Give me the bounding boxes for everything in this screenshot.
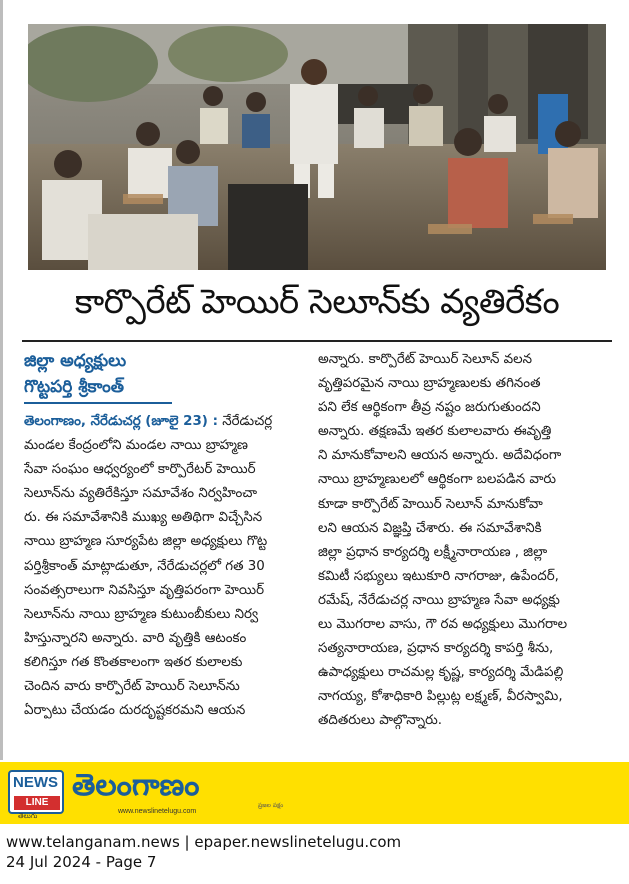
article-line: ఉపాధ్యక్షులు రాచమల్ల కృష్ణ, కార్యదర్శి మేడిపల్లి: [318, 665, 564, 681]
article-line: మండల కేంద్రంలోని మండల నాయి బ్రాహ్మణ: [24, 438, 248, 454]
telanganam-site: www.newslinetelugu.com: [118, 808, 197, 815]
footer-urls[interactable]: www.telanganam.news | epaper.newslinetelugu.com: [6, 833, 402, 851]
byline-title: జిల్లా అధ్యక్షులు: [24, 351, 127, 371]
newsline-logo-sub: తెలుగు: [18, 812, 38, 820]
article-line: నాయి బ్రాహ్మణ సూర్యపేట జిల్లా అధ్యక్షులు గొట్ట: [24, 534, 268, 550]
article-column-right: [318, 348, 608, 734]
article-line: తదితరులు పాల్గొన్నారు.: [318, 713, 442, 729]
article-line: నాయి బ్రాహ్మణులలో ఆర్థికంగా బలపడిన వారు: [318, 472, 557, 488]
footer: [6, 832, 401, 872]
article-line: లని ఆయన విజ్ఞప్తి చేశారు. ఈ సమావేశానికి: [318, 520, 542, 536]
article-line: కమిటీ సభ్యులు ఇటుకూరి నాగరాజు, ఉపేందర్,: [318, 568, 559, 584]
telanganam-tagline: ప్రజల పక్షం: [258, 802, 284, 809]
article-line-text: నేరేడుచర్ల: [217, 414, 273, 429]
newsline-logo-box: [8, 770, 64, 814]
article-line: [24, 410, 302, 434]
article-line: సెలూన్‌ను వ్యతిరేకిస్తూ సమావేశం నిర్వహించా: [24, 486, 258, 502]
newsline-logo: [8, 770, 66, 816]
article-line: రు. ఈ సమావేశానికి ముఖ్య అతిథిగా విచ్చేసిన: [24, 510, 263, 526]
article-line: అన్నారు. తక్షణమే ఇతర కులాలవారు ఈవృత్తి: [318, 424, 552, 440]
article-line: జిల్లా ప్రధాన కార్యదర్శి లక్ష్మీనారాయణ , జిల్లా: [318, 544, 548, 560]
article-line: సత్యనారాయణ, ప్రధాన కార్యదర్శి కాపర్తి శీను,: [318, 641, 554, 657]
meeting-photo-illustration: [28, 24, 606, 270]
article-line: చెందిన వారు కార్పొరేట్ హెయిర్ సెలూన్‌ను: [24, 679, 240, 695]
byline-name: గొట్టపర్తి శ్రీకాంత్: [24, 377, 124, 397]
dateline: తెలంగాణం, నేరేడుచర్ల (జూలై 23) :: [24, 414, 218, 429]
article-line: ఏర్పాటు చేయడం దురదృష్టకరమని ఆయన: [24, 703, 246, 719]
telanganam-logo: [72, 768, 284, 818]
article-line: సేవా సంఘం ఆధ్వర్యంలో కార్పొరేటర్ హెయిర్: [24, 462, 256, 478]
article-line: కలిగిస్తూ గత కొంతకాలంగా ఇతర కులాలకు: [24, 654, 243, 670]
clipping-edge: [0, 0, 3, 760]
article-line: సంవత్సరాలుగా నివసిస్తూ వృత్తిపరంగా హెయిర్: [24, 582, 265, 598]
headline-divider: [22, 340, 612, 342]
article-line: పర్తిశ్రీకాంత్ మాట్లాడుతూ, నేరేడుచర్లలో గత 30: [24, 558, 265, 574]
telanganam-wordmark: తెలంగాణం: [72, 768, 200, 803]
footer-date-page: 24 Jul 2024 - Page 7: [6, 853, 157, 871]
article-line: లు మొగరాల వాసు, గౌ రవ అధ్యక్షులు మొగరాల: [318, 617, 568, 633]
article-line: వృత్తిపరమైన నాయి బ్రాహ్మణులకు తగినంత: [318, 376, 541, 392]
newsline-logo-line: LINE: [14, 796, 60, 810]
article-line: హిస్తున్నారని అన్నారు. వారి వృత్తికి ఆటంకం: [24, 630, 247, 646]
article-line: అన్నారు. కార్పొరేట్ హెయిర్ సెలూన్ వలన: [318, 352, 533, 367]
article-line: సెలూన్‌ను నాయి బ్రాహ్మణ కుటుంబీకులు నిర్వ: [24, 606, 259, 622]
article-line: నాగయ్య, కోశాధికారి పిల్లుట్ల లక్ష్మణ్, వీరస్వామి,: [318, 689, 563, 705]
article-line: ని మానుకోవాలని ఆయన అన్నారు. అదేవిధంగా: [318, 448, 562, 464]
article-photo: [28, 24, 606, 270]
byline-underline: [24, 402, 172, 404]
article-line: కూడా కార్పొరేట్ హెయిర్ సెలూన్ మానుకోవా: [318, 496, 543, 512]
headline: కార్పొరేట్ హెయిర్ సెలూన్‌కు వ్యతిరేకం: [74, 282, 560, 322]
branding-band: [0, 762, 629, 824]
article-line: పని లేక ఆర్థికంగా తీవ్ర నష్టం జరుగుతుందని: [318, 400, 541, 416]
article-column-left: [24, 348, 302, 723]
newsline-logo-news: NEWS: [13, 774, 58, 791]
article-line: రమేష్, నేరేడుచర్ల నాయి బ్రాహ్మణ సేవా అధ్యక్షు: [318, 592, 560, 608]
